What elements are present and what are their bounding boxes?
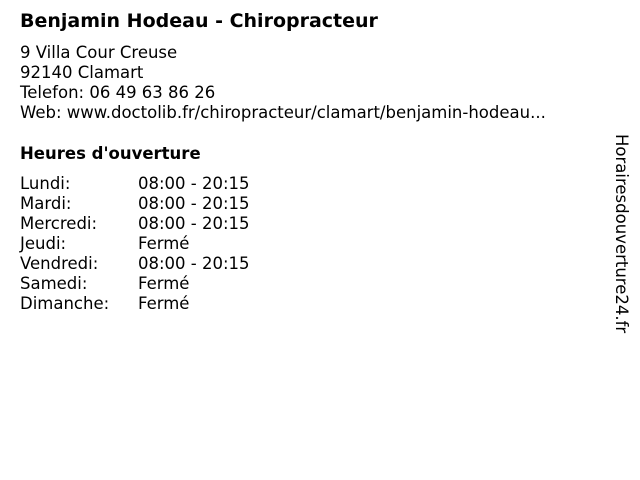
time-value: 08:00 - 20:15 (138, 174, 250, 193)
time-value: Fermé (138, 294, 190, 313)
site-watermark: Horairesdouverture24.fr (612, 134, 631, 334)
website-url: Web: www.doctolib.fr/chiropracteur/clamart/benjamin-hodeau... (20, 103, 546, 122)
day-label: Mardi: (20, 194, 72, 213)
time-value: Fermé (138, 274, 190, 293)
city-address: 92140 Clamart (20, 63, 144, 82)
opening-hours-table (20, 174, 250, 314)
time-value: Fermé (138, 234, 190, 253)
day-label: Dimanche: (20, 294, 110, 313)
hours-row-thursday (20, 234, 250, 254)
day-label: Lundi: (20, 174, 71, 193)
day-label: Vendredi: (20, 254, 99, 273)
time-value: 08:00 - 20:15 (138, 194, 250, 213)
day-label: Jeudi: (20, 234, 67, 253)
time-value: 08:00 - 20:15 (138, 214, 250, 233)
hours-row-wednesday (20, 214, 250, 234)
opening-hours-heading: Heures d'ouverture (20, 144, 201, 163)
hours-row-saturday (20, 274, 250, 294)
hours-row-sunday (20, 294, 250, 314)
day-label: Mercredi: (20, 214, 98, 233)
hours-row-tuesday (20, 194, 250, 214)
business-info (20, 43, 546, 123)
phone-number: Telefon: 06 49 63 86 26 (20, 83, 216, 102)
business-title: Benjamin Hodeau - Chiropracteur (20, 10, 378, 32)
day-label: Samedi: (20, 274, 88, 293)
time-value: 08:00 - 20:15 (138, 254, 250, 273)
street-address: 9 Villa Cour Creuse (20, 43, 178, 62)
hours-row-friday (20, 254, 250, 274)
hours-row-monday (20, 174, 250, 194)
